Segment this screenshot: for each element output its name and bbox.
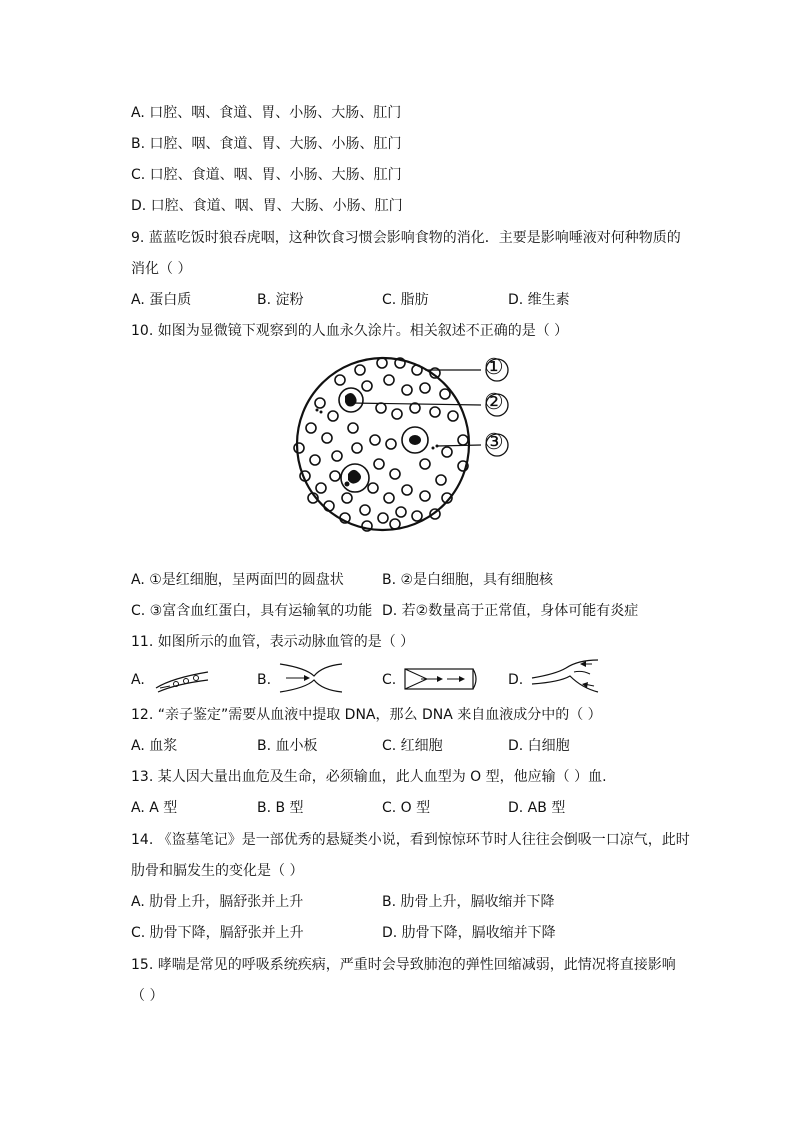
figure-label-1: ①: [484, 355, 504, 380]
q9-option-d: D. 维生素: [508, 292, 570, 308]
q14-option-a: A. 肋骨上升，膈舒张并上升: [131, 894, 304, 910]
q9-option-b: B. 淀粉: [257, 292, 304, 308]
q12-option-a: A. 血浆: [131, 738, 178, 754]
q11-option-b: B.: [257, 672, 272, 688]
figure-label-2: ②: [484, 390, 504, 415]
q14-option-b: B. 肋骨上升，膈收缩并下降: [382, 894, 555, 910]
vessel-a-capillary-icon: [152, 664, 212, 696]
q12-stem: 12. “亲子鉴定”需要从血液中提取 DNA，那么 DNA 来自血液成分中的（ ）: [131, 707, 602, 723]
q15-stem-line1: 15. 哮喘是常见的呼吸系统疾病，严重时会导致肺泡的弹性回缩减弱，此情况将直接影响: [131, 957, 676, 973]
q9-option-c: C. 脂肪: [382, 292, 429, 308]
q15-stem-line2: （ ）: [131, 988, 164, 1004]
q8-option-d: D. 口腔、食道、咽、胃、大肠、小肠、肛门: [131, 198, 403, 214]
q9-stem-line1: 9. 蓝蓝吃饭时狼吞虎咽，这种饮食习惯会影响食物的消化．主要是影响唾液对何种物质的: [131, 230, 681, 246]
q13-option-b: B. B 型: [257, 800, 304, 816]
q10-option-a: A. ①是红细胞，呈两面凹的圆盘状: [131, 572, 344, 588]
q13-option-a: A. A 型: [131, 800, 178, 816]
q12-option-c: C. 红细胞: [382, 738, 443, 754]
q10-option-c: C. ③富含血红蛋白，具有运输氧的功能: [131, 603, 373, 619]
q8-option-c: C. 口腔、食道、咽、胃、小肠、大肠、肛门: [131, 167, 402, 183]
q11-option-d: D.: [508, 672, 524, 688]
q11-option-c: C.: [382, 672, 397, 688]
vessel-b-icon: [278, 660, 344, 696]
vessel-c-vein-icon: [403, 666, 479, 692]
q10-option-d: D. 若②数量高于正常值，身体可能有炎症: [382, 603, 639, 619]
q9-stem-line2: 消化（ ）: [131, 261, 192, 277]
q14-stem-line1: 14. 《盗墓笔记》是一部优秀的悬疑类小说，看到惊惊环节时人往往会倒吸一口凉气，此时: [131, 832, 690, 848]
q11-option-a: A.: [131, 672, 145, 688]
q13-option-d: D. AB 型: [508, 800, 566, 816]
q8-option-a: A. 口腔、咽、食道、胃、小肠、大肠、肛门: [131, 105, 402, 121]
q14-stem-line2: 肋骨和膈发生的变化是（ ）: [131, 863, 304, 879]
q9-option-a: A. 蛋白质: [131, 292, 192, 308]
q12-option-b: B. 血小板: [257, 738, 318, 754]
q8-option-b: B. 口腔、咽、食道、胃、大肠、小肠、肛门: [131, 136, 402, 152]
q10-stem: 10. 如图为显微镜下观察到的人血永久涂片。相关叙述不正确的是（ ）: [131, 323, 569, 339]
q12-option-d: D. 白细胞: [508, 738, 570, 754]
q13-stem: 13. 某人因大量出血危及生命，必须输血，此人血型为 O 型，他应输（ ）血.: [131, 769, 607, 785]
q11-stem: 11. 如图所示的血管，表示动脉血管的是（ ）: [131, 634, 415, 650]
vessel-d-icon: [530, 658, 600, 696]
q13-option-c: C. O 型: [382, 800, 431, 816]
q14-option-d: D. 肋骨下降，膈收缩并下降: [382, 925, 556, 941]
figure-label-3: ③: [484, 430, 504, 455]
q10-option-b: B. ②是白细胞，具有细胞核: [382, 572, 554, 588]
q14-option-c: C. 肋骨下降，膈舒张并上升: [131, 925, 304, 941]
